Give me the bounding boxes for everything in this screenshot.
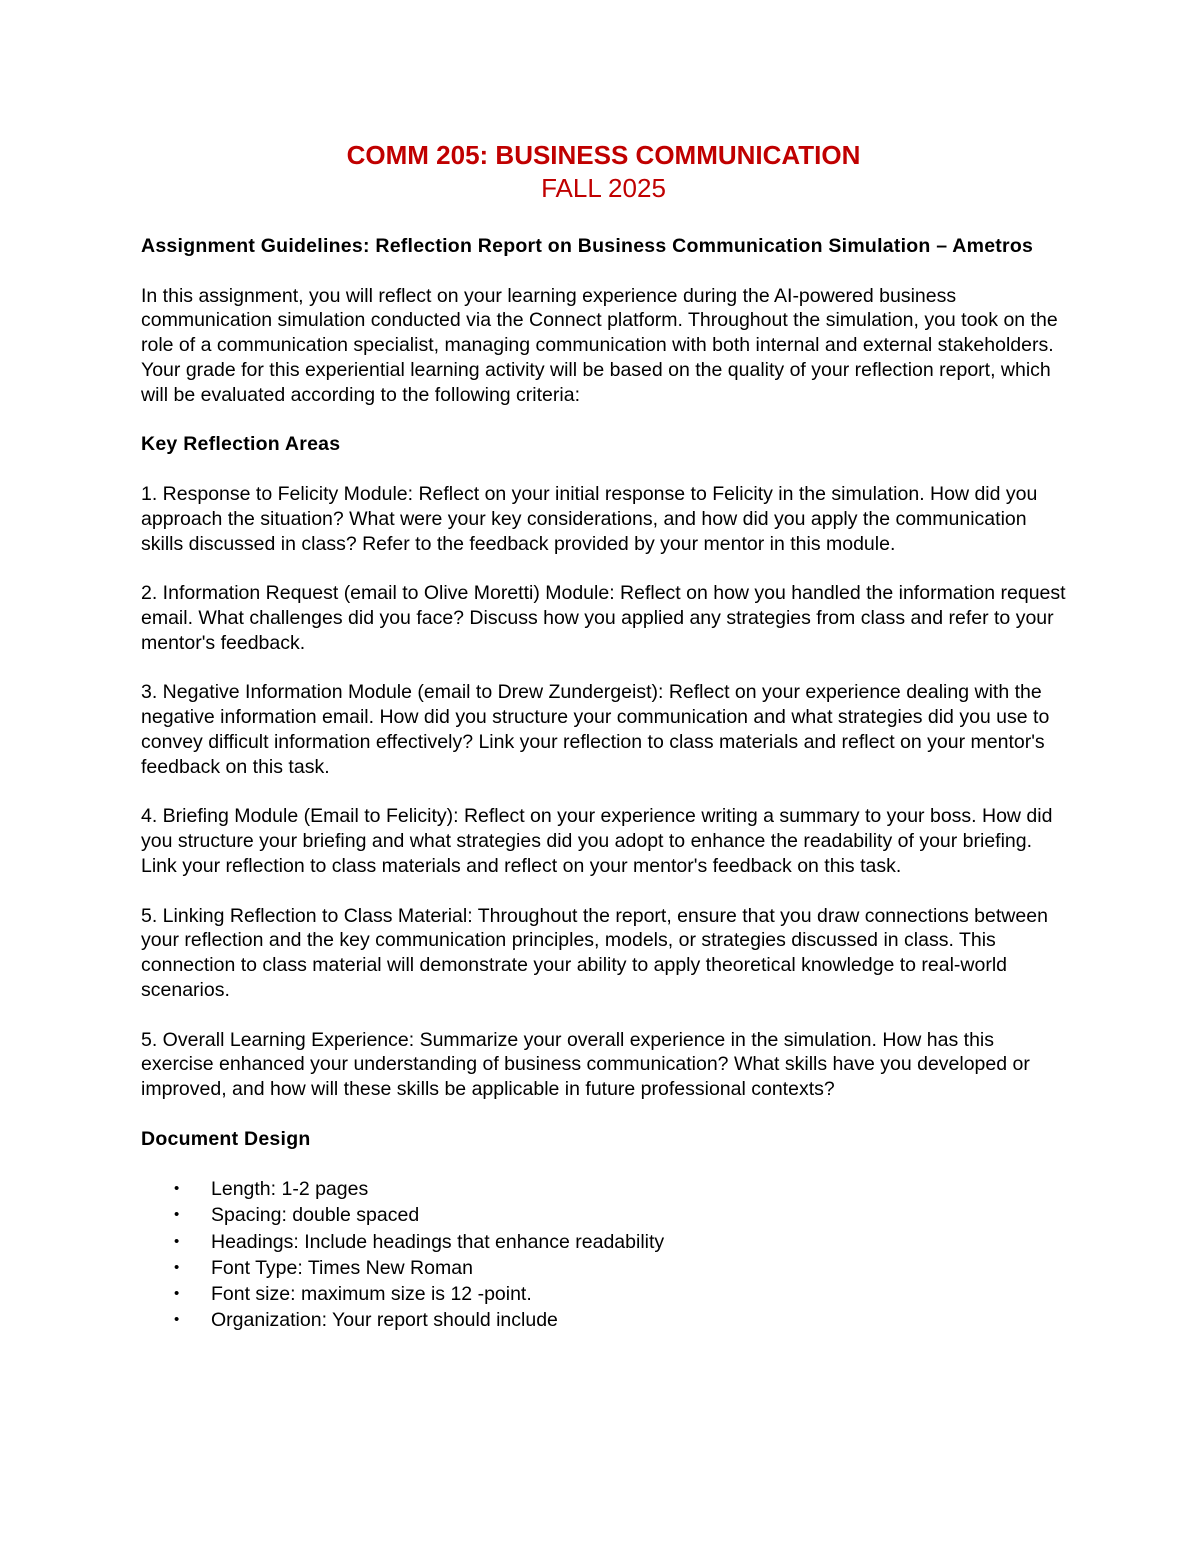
list-item xyxy=(141,1255,1066,1281)
assignment-subtitle: Assignment Guidelines: Reflection Report on Business Communication Simulation – Ametros xyxy=(141,235,1034,257)
reflection-item: 5. Overall Learning Experience: Summarize your overall experience in the simulation. How has this exercise enhanced your understanding of business communication? What skills have you developed or improved, and how will these skills be applicable in future professional contexts? xyxy=(141,1028,1030,1101)
list-item-text: Font size: maximum size is 12 -point. xyxy=(211,1283,532,1306)
course-title: COMM 205: BUSINESS COMMUNICATION xyxy=(346,140,861,170)
term-label: FALL 2025 xyxy=(541,173,666,203)
bullet-icon: • xyxy=(174,1258,180,1276)
document-page xyxy=(141,138,1066,1334)
key-reflection-heading: Key Reflection Areas xyxy=(141,433,341,456)
list-item-text: Headings: Include headings that enhance readability xyxy=(211,1230,665,1253)
list-item xyxy=(141,1281,1066,1307)
list-item xyxy=(141,1229,1066,1255)
bullet-icon: • xyxy=(174,1311,180,1329)
bullet-icon: • xyxy=(174,1206,180,1224)
bullet-icon: • xyxy=(174,1180,180,1198)
bullet-icon: • xyxy=(174,1232,180,1250)
document-design-heading: Document Design xyxy=(141,1127,311,1150)
list-item xyxy=(141,1176,1066,1202)
reflection-item: 5. Linking Reflection to Class Material: Throughout the report, ensure that you draw connections between your reflection and the key communication principles, models, or strategies discussed in class. This connection to class material will demonstrate your ability to apply theoretical knowledge to real-world scenarios. xyxy=(141,904,1048,1001)
list-item-text: Spacing: double spaced xyxy=(211,1204,420,1227)
reflection-item: 2. Information Request (email to Olive Moretti) Module: Reflect on how you handled the information request email. What challenges did you face? Discuss how you applied any strategies from class and refer to your mentor's feedback. xyxy=(141,582,1066,654)
list-item xyxy=(141,1307,1066,1333)
reflection-item: 3. Negative Information Module (email to Drew Zundergeist): Reflect on your experience dealing with the negative information email. How did you structure your communication and what strategies did you use to convey difficult information effectively? Link your reflection to class materials and reflect on your mentor's feedback on this task. xyxy=(141,681,1050,778)
list-item-text: Organization: Your report should include xyxy=(211,1309,558,1332)
bullet-icon: • xyxy=(174,1285,180,1303)
intro-paragraph: In this assignment, you will reflect on your learning experience during the AI-powered business communication simulation conducted via the Connect platform. Throughout the simulation, you took on the role of a communication specialist, managing communication with both internal and external stakeholders. Your grade for this experiential learning activity will be based on the quality of your reflection report, which will be evaluated according to the following criteria: xyxy=(141,284,1058,406)
list-item-text: Length: 1-2 pages xyxy=(211,1178,369,1201)
list-item-text: Font Type: Times New Roman xyxy=(211,1256,473,1279)
document-design-list xyxy=(141,1176,1066,1333)
reflection-item: 1. Response to Felicity Module: Reflect on your initial response to Felicity in the simulation. How did you approach the situation? What were your key considerations, and how did you apply the communication skills discussed in class? Refer to the feedback provided by your mentor in this module. xyxy=(141,482,1038,555)
list-item xyxy=(141,1202,1066,1228)
reflection-item: 4. Briefing Module (Email to Felicity): Reflect on your experience writing a summary to your boss. How did you structure your briefing and what strategies did you adopt to enhance the readability of your briefing. Link your reflection to class materials and reflect on your mentor's feedback on this task. xyxy=(141,805,1053,877)
